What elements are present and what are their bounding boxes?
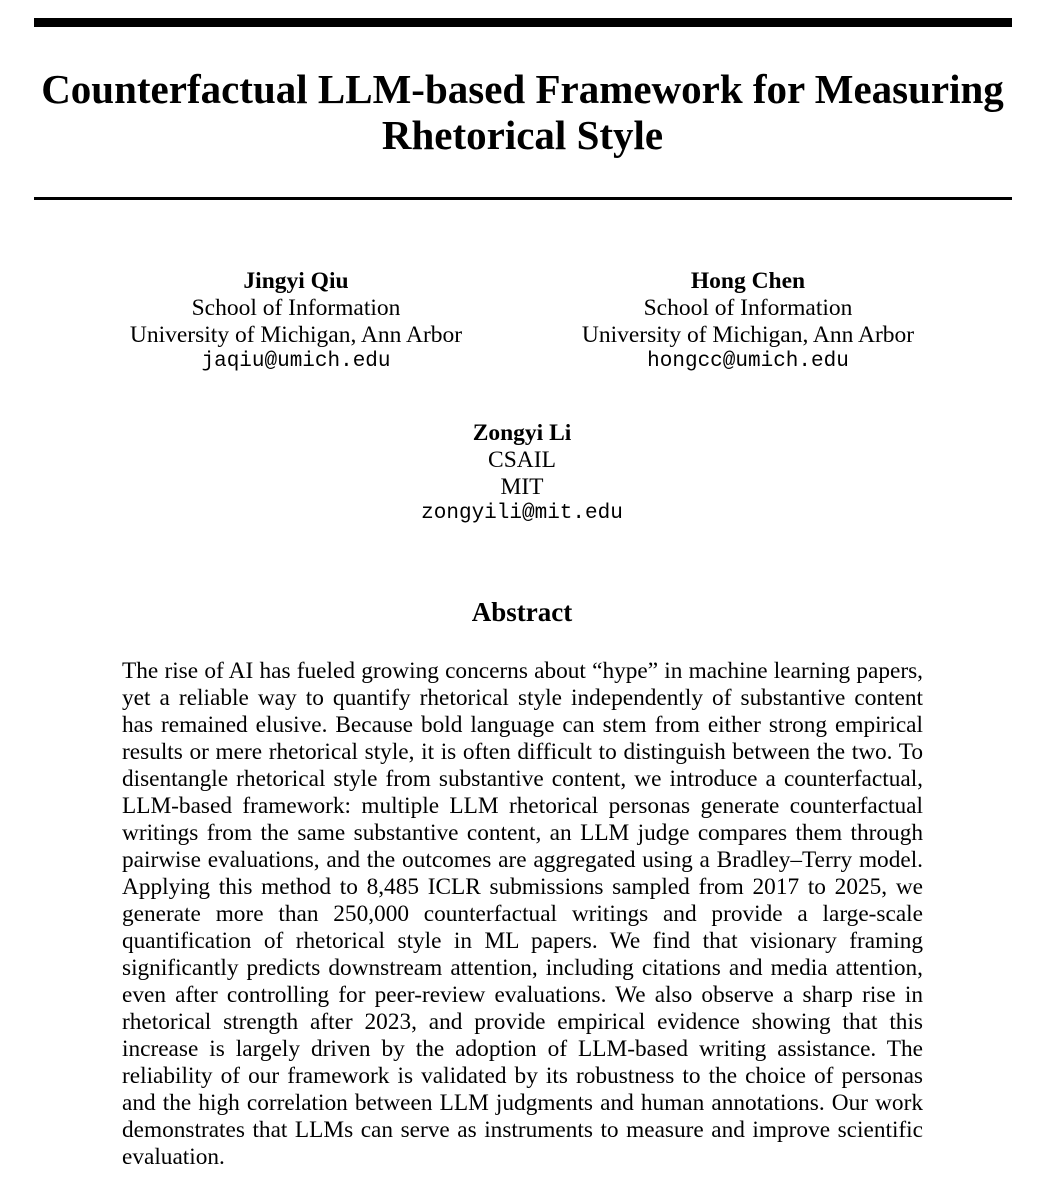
paper-title: Counterfactual LLM-based Framework for Measuring Rhetorical Style	[41, 66, 1004, 158]
author-institution: University of Michigan, Ann Arbor	[129, 322, 463, 348]
author-block-3	[322, 420, 722, 527]
title-top-rule	[34, 18, 1012, 27]
author-name: Zongyi Li	[472, 420, 572, 446]
author-block-1	[96, 268, 496, 375]
author-name: Hong Chen	[690, 268, 806, 294]
author-department: School of Information	[191, 295, 401, 321]
abstract-heading: Abstract	[471, 597, 573, 627]
author-department: CSAIL	[488, 447, 556, 473]
title-bottom-rule	[34, 197, 1012, 200]
abstract-text: The rise of AI has fueled growing concerns about “hype” in machine learning papers, yet a reliable way to quantify rhetorical style independently of substantive content has remained elusive. Because bold language can stem from either strong empirical results or mere rhetorical style, it is often difficult to distinguish between the two. To disentangle rhetorical style from substantive content, we introduce a counterfactual, LLM-based framework: multiple LLM rhetorical personas generate counterfactual writings from the same substantive content, an LLM judge compares them through pairwise evaluations, and the outcomes are aggregated using a Bradley–Terry model. Applying this method to 8,485 ICLR submissions sampled from 2017 to 2025, we generate more than 250,000 counterfactual writings and provide a large-scale quantification of rhetorical style in ML papers. We find that visionary framing significantly predicts downstream attention, including citations and media attention, even after controlling for peer-review evaluations. We also observe a sharp rise in rhetorical strength after 2023, and provide empirical evidence showing that this increase is largely driven by the adoption of LLM-based writing assistance. The reliability of our framework is validated by its robustness to the choice of personas and the high correlation between LLM judgments and human annotations. Our work demonstrates that LLMs can serve as instruments to measure and improve scientific evaluation.	[122, 658, 923, 1170]
author-institution: MIT	[500, 474, 544, 500]
author-name: Jingyi Qiu	[243, 268, 349, 294]
author-email: zongyili@mit.edu	[421, 502, 623, 525]
author-email: hongcc@umich.edu	[647, 350, 849, 373]
author-institution: University of Michigan, Ann Arbor	[581, 322, 915, 348]
author-email: jaqiu@umich.edu	[201, 350, 391, 373]
author-department: School of Information	[643, 295, 853, 321]
author-block-2	[548, 268, 948, 375]
